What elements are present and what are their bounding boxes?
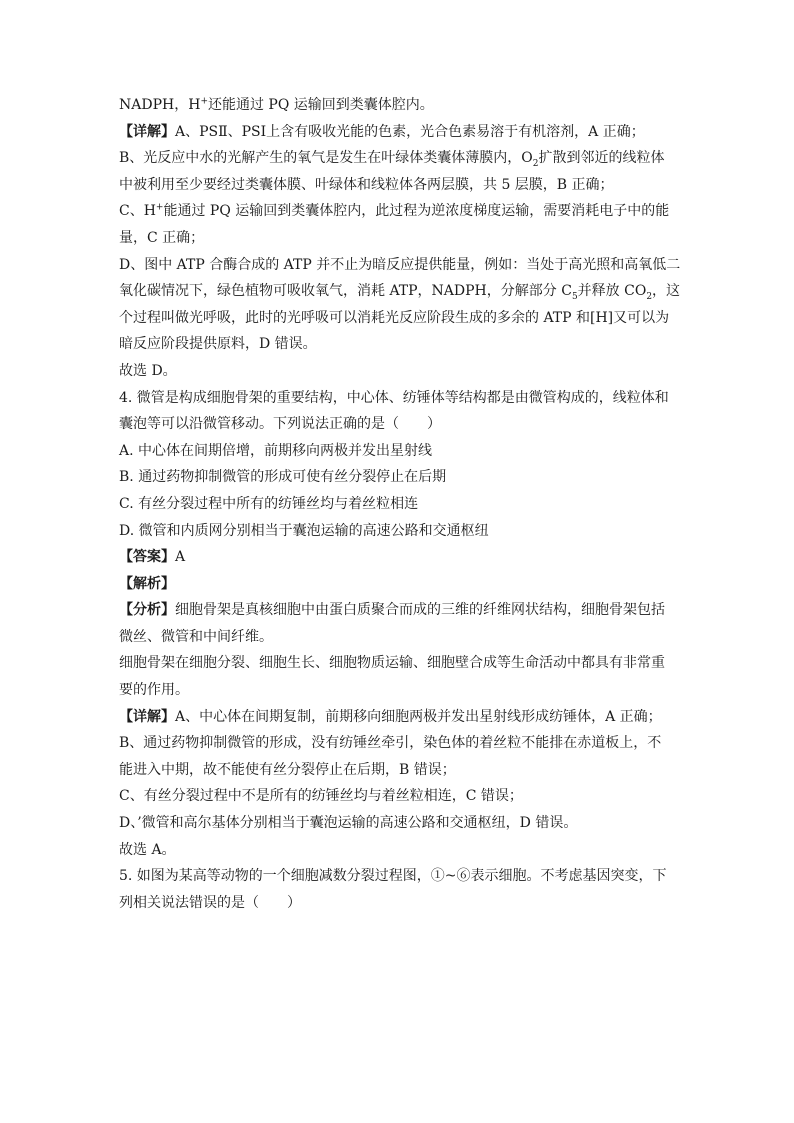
text-run: 还能通过 PQ 运输回到类囊体腔内。 (207, 97, 434, 113)
text-line (119, 491, 679, 518)
text-line (119, 757, 679, 784)
text-run: C. 有丝分裂过程中所有的纺锤丝均与着丝粒相连 (119, 495, 419, 512)
text-run: 氧化碳情况下，绿色植物可吸收氧气，消耗 ATP，NADPH，分解部分 C (119, 283, 572, 300)
text-line (119, 571, 679, 598)
text-line (119, 704, 679, 731)
text-run: 要的作用。 (119, 682, 189, 699)
text-run: B、光反应中水的光解产生的氧气是发生在叶绿体类囊体薄膜内，O (119, 150, 533, 167)
superscript: + (200, 96, 208, 107)
text-run: A、PSⅡ、PSⅠ上含有吸收光能的色素，光合色素易溶于有机溶剂，A 正确； (175, 123, 645, 140)
text-run: B、通过药物抑制微管的形成，没有纺锤丝牵引，染色体的着丝粒不能排在赤道板上，不 (119, 735, 662, 752)
section-tag: 【分析】 (119, 602, 175, 619)
text-line (119, 252, 679, 279)
text-run: NADPH，H (119, 97, 201, 113)
text-run: 扩散到邻近的线粒体 (538, 150, 665, 167)
text-run: 细胞骨架在细胞分裂、细胞生长、细胞物质运输、细胞壁合成等生命活动中都具有非常重 (119, 655, 665, 672)
section-tag: 【解析】 (119, 575, 175, 592)
text-line (119, 145, 679, 172)
text-line (119, 278, 679, 305)
text-line (119, 624, 679, 651)
text-line (119, 863, 679, 890)
text-run: ，这 (652, 283, 681, 300)
text-line (119, 544, 679, 571)
text-run: 能进入中期，故不能使有丝分裂停止在后期，B 错误； (119, 761, 456, 778)
text-run: C、有丝分裂过程中不是所有的纺锤丝均与着丝粒相连，C 错误； (119, 788, 523, 805)
text-run: 4. 微管是构成细胞骨架的重要结构，中心体、纺锤体等结构都是由微管构成的，线粒体和 (119, 389, 669, 406)
text-line (119, 597, 679, 624)
text-line (119, 810, 679, 837)
text-run: A. 中心体在间期倍增，前期移向两极并发出星射线 (119, 442, 433, 459)
text-run: 细胞骨架是真核细胞中由蛋白质聚合而成的三维的纤维网状结构，细胞骨架包括 (175, 602, 665, 619)
text-line (119, 92, 679, 119)
text-line (119, 172, 679, 199)
text-line (119, 225, 679, 252)
text-run: B. 通过药物抑制微管的形成可使有丝分裂停止在后期 (119, 469, 447, 486)
text-line (119, 331, 679, 358)
text-run: 量，C 正确； (119, 229, 205, 246)
text-run: 5. 如图为某高等动物的一个细胞减数分裂过程图，①~⑥表示细胞。不考虑基因突变，下 (119, 868, 667, 885)
section-tag: 【详解】 (119, 123, 175, 140)
text-run: D、’微管和高尔基体分别相当于囊泡运输的高速公路和交通枢纽，D 错误。 (119, 815, 578, 832)
text-line (119, 411, 679, 438)
text-run: 个过程叫做光呼吸，此时的光呼吸可以消耗光反应阶段生成的多余的 ATP 和[H]又可以为 (119, 309, 670, 326)
document-page (119, 92, 679, 916)
text-line (119, 783, 679, 810)
text-run: 暗反应阶段提供原料，D 错误。 (119, 336, 317, 353)
subscript: 5 (571, 291, 578, 302)
text-line (119, 677, 679, 704)
text-run: 并释放 CO (577, 283, 647, 300)
text-line (119, 837, 679, 864)
text-line (119, 198, 679, 225)
text-run: D. 微管和内质网分别相当于囊泡运输的高速公路和交通枢纽 (119, 522, 489, 539)
section-tag: 【详解】 (119, 708, 175, 725)
superscript: + (155, 202, 164, 213)
text-line (119, 890, 679, 917)
text-run: A、中心体在间期复制，前期移向细胞两极并发出星射线形成纺锤体，A 正确； (175, 708, 662, 725)
text-run: 故选 A。 (119, 841, 176, 858)
text-run: D、图中 ATP 合酶合成的 ATP 并不止为暗反应提供能量，例如：当处于高光照和高氧低二 (119, 256, 681, 273)
section-tag: 【答案】 (119, 549, 175, 566)
text-line (119, 650, 679, 677)
text-line (119, 518, 679, 545)
text-line (119, 119, 679, 146)
text-run: A (175, 549, 186, 566)
text-line (119, 438, 679, 465)
subscript: 2 (532, 158, 539, 169)
text-line (119, 385, 679, 412)
text-run: 囊泡等可以沿微管移动。下列说法正确的是（ ） (119, 416, 441, 433)
text-run: 能通过 PQ 运输回到类囊体腔内，此过程为逆浓度梯度运输，需要消耗电子中的能 (163, 203, 670, 220)
text-run: 故选 D。 (119, 362, 177, 379)
text-line (119, 730, 679, 757)
text-line (119, 358, 679, 385)
text-line (119, 305, 679, 332)
text-run: 微丝、微管和中间纤维。 (119, 628, 273, 645)
text-run: C、H (119, 203, 156, 220)
text-line (119, 464, 679, 491)
subscript: 2 (646, 291, 653, 302)
text-run: 中被利用至少要经过类囊体膜、叶绿体和线粒体各两层膜，共 5 层膜，B 正确； (119, 176, 614, 193)
text-run: 列相关说法错误的是（ ） (119, 894, 301, 911)
